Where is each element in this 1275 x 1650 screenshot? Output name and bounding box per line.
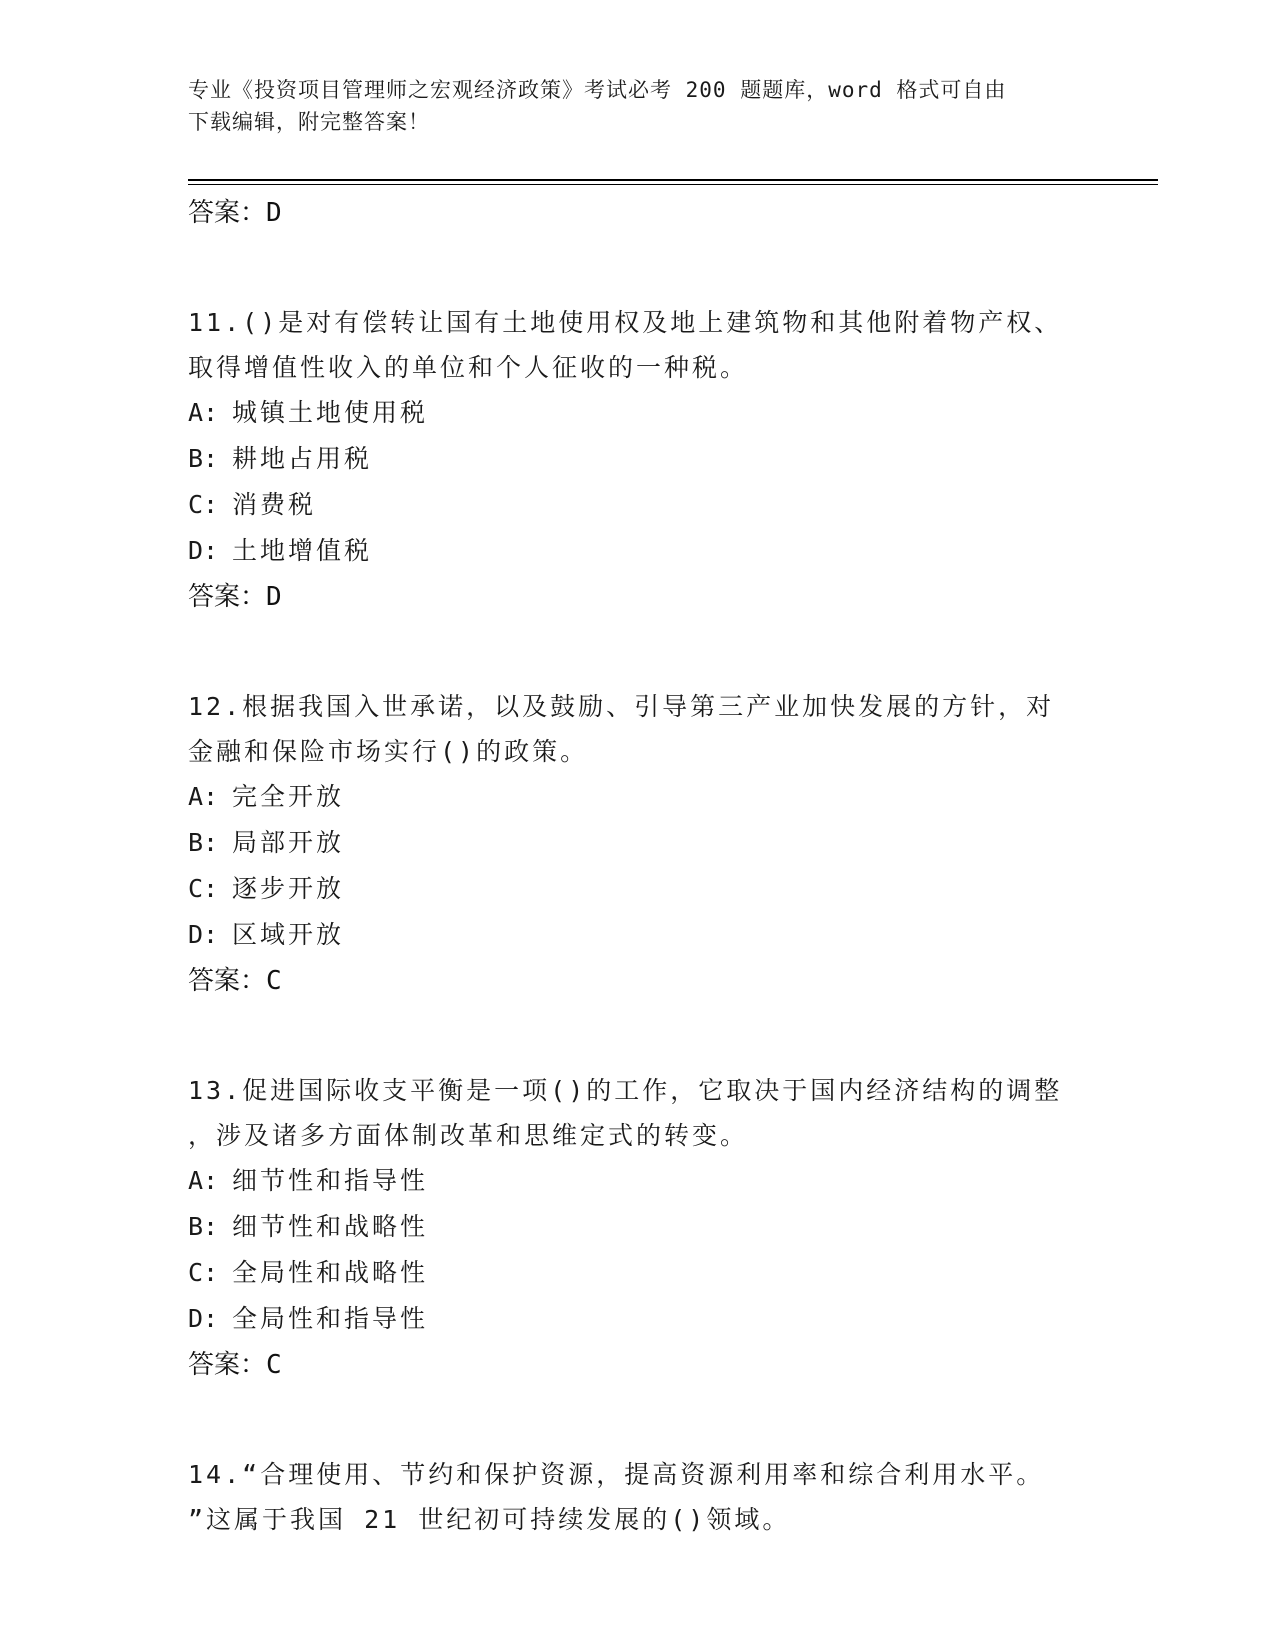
option-text: 全局性和指导性 [232,1304,429,1333]
option-text: 区域开放 [232,920,345,949]
option-text: 土地增值税 [232,536,373,565]
question-11 [188,300,1108,620]
option-b [188,820,1108,866]
spacer [188,1388,1108,1452]
question-14 [188,1452,1108,1542]
option-text: 局部开放 [232,828,345,857]
question-text-line: ”这属于我国 21 世纪初可持续发展的()领域。 [188,1505,791,1534]
option-a [188,1158,1108,1204]
option-text: 消费税 [232,490,317,519]
spacer [188,620,1108,684]
option-d [188,1296,1108,1342]
option-text: 城镇土地使用税 [232,398,429,427]
question-text [188,1068,1108,1158]
question-text-line: 11.()是对有偿转让国有土地使用权及地上建筑物和其他附着物产权、 [188,308,1063,337]
option-key: C: [188,490,219,519]
option-key: A: [188,1166,219,1195]
option-key: B: [188,828,219,857]
header-line-1: 专业《投资项目管理师之宏观经济政策》考试必考 200 题题库，word 格式可自由 [188,78,1007,102]
option-text: 耕地占用税 [232,444,373,473]
question-answer: 答案：C [188,1350,282,1380]
question-text [188,1452,1108,1542]
question-text [188,300,1108,390]
option-a [188,390,1108,436]
option-c [188,866,1108,912]
question-answer: 答案：D [188,582,282,612]
header-rule-thin [188,184,1158,185]
document-body [188,190,1108,1542]
question-text-line: 12.根据我国入世承诺，以及鼓励、引导第三产业加快发展的方针，对 [188,692,1055,721]
option-key: B: [188,1212,219,1241]
document-header [188,74,1088,138]
option-key: C: [188,874,219,903]
spacer [188,1004,1108,1068]
option-c [188,1250,1108,1296]
option-b [188,436,1108,482]
option-d [188,528,1108,574]
option-text: 全局性和战略性 [232,1258,429,1287]
option-key: D: [188,920,219,949]
question-12 [188,684,1108,1004]
option-a [188,774,1108,820]
question-answer: 答案：C [188,966,282,996]
option-b [188,1204,1108,1250]
option-key: D: [188,536,219,565]
option-c [188,482,1108,528]
question-text-line: 14.“合理使用、节约和保护资源，提高资源利用率和综合利用水平。 [188,1460,1045,1489]
question-text [188,684,1108,774]
question-text-line: ，涉及诸多方面体制改革和思维定式的转变。 [188,1121,749,1150]
option-text: 细节性和指导性 [232,1166,429,1195]
spacer [188,236,1108,300]
option-key: A: [188,782,219,811]
question-text-line: 取得增值性收入的单位和个人征收的一种税。 [188,353,749,382]
option-key: B: [188,444,219,473]
question-13 [188,1068,1108,1388]
option-key: A: [188,398,219,427]
question-text-line: 13.促进国际收支平衡是一项()的工作，它取决于国内经济结构的调整 [188,1076,1063,1105]
header-rule-thick [188,179,1158,181]
option-key: C: [188,1258,219,1287]
option-text: 逐步开放 [232,874,345,903]
option-key: D: [188,1304,219,1333]
option-d [188,912,1108,958]
question-text-line: 金融和保险市场实行()的政策。 [188,737,589,766]
option-text: 细节性和战略性 [232,1212,429,1241]
option-text: 完全开放 [232,782,345,811]
header-line-2: 下载编辑，附完整答案！ [188,110,430,134]
previous-answer: 答案：D [188,198,282,228]
